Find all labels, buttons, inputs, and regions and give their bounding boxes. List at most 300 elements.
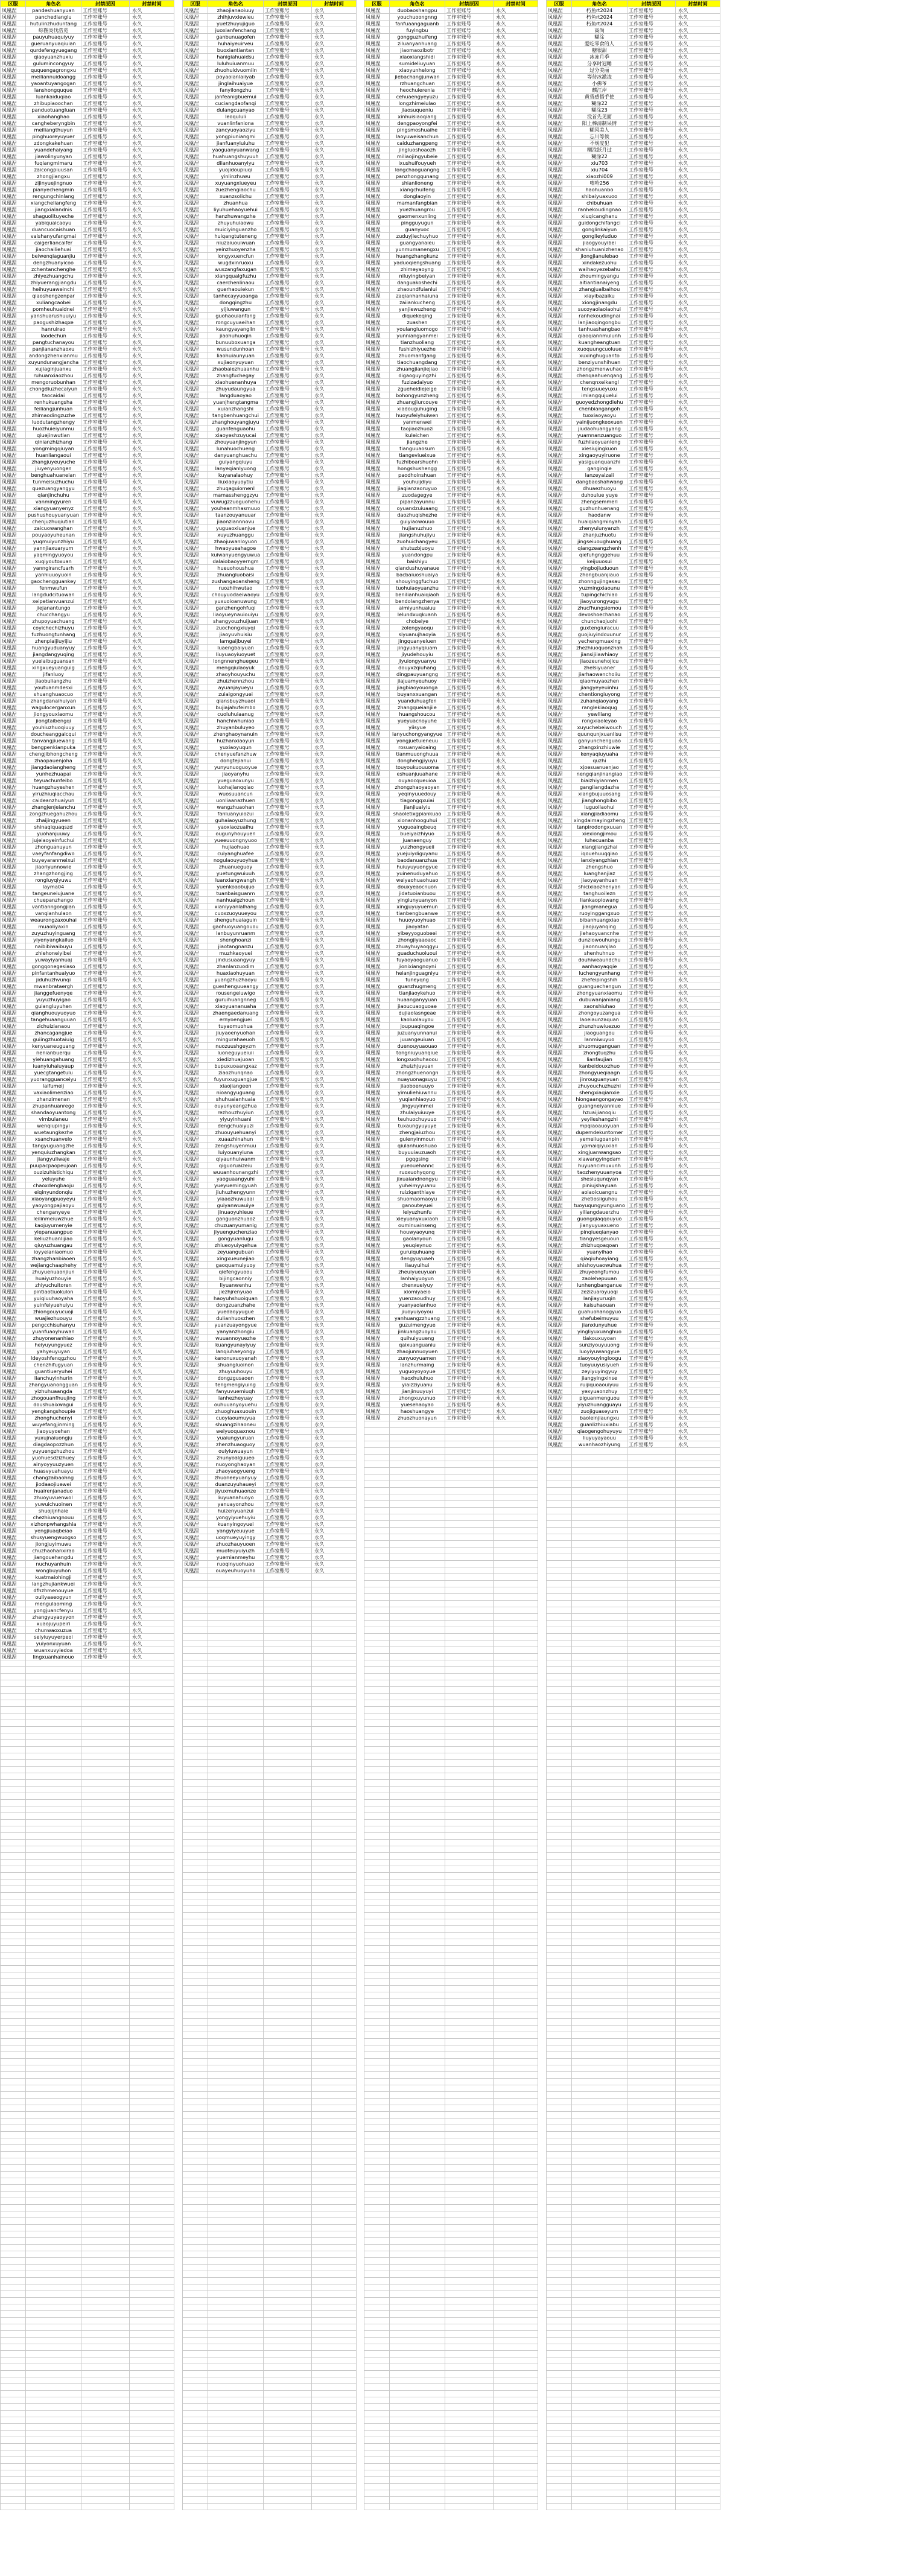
period-cell: 永久 [312,47,357,54]
server-cell [183,2099,208,2105]
reason-cell: 工作室账号 [81,279,130,286]
table-row [1,1733,174,1740]
table-row [1,2145,174,2152]
reason-cell: 工作室账号 [445,113,494,120]
period-cell [312,1986,357,1992]
period-cell: 永久 [312,1096,357,1103]
name-cell [208,2258,264,2265]
table-row [183,1853,357,1860]
reason-cell: 工作室账号 [81,47,130,54]
server-cell: 凤凰涅 [364,850,390,857]
table-row [364,260,538,266]
server-cell [183,2371,208,2377]
server-cell: 凤凰涅 [183,1368,208,1375]
server-cell: 凤凰涅 [1,472,26,479]
server-cell: 凤凰涅 [1,220,26,226]
server-cell [1,1953,26,1959]
reason-cell [264,2271,312,2278]
name-cell: ldeyoshfenqgzhou [26,1355,81,1362]
period-cell [130,2218,174,2225]
table-row [183,1003,357,1010]
table-row [1,1481,174,1488]
period-cell: 永久 [130,1587,174,1594]
name-cell: xuyundunangjancha [26,359,81,366]
table-row [1,253,174,260]
reason-cell: 工作室账号 [264,970,312,977]
name-cell: yueguaoxunyu [208,777,264,784]
server-cell [1,2291,26,2298]
server-cell [183,1926,208,1933]
server-cell: 凤凰涅 [183,738,208,744]
name-cell: kuangyunayiyuy [208,1342,264,1348]
server-cell [1,2225,26,2231]
ban-table-panel-3 [364,0,538,2510]
table-row [183,346,357,352]
period-cell [312,1687,357,1694]
table-row [364,877,538,884]
reason-cell: 工作室账号 [81,797,130,804]
name-cell: meiliangthuyun [26,127,81,133]
table-row [183,538,357,545]
reason-cell: 工作室账号 [264,983,312,990]
reason-cell: 工作室账号 [81,1262,130,1269]
table-row [364,1083,538,1089]
name-cell: zhangyuanongguan [26,1382,81,1388]
server-cell: 凤凰涅 [1,565,26,572]
name-cell: yanshuarushuuiyu [26,313,81,319]
server-cell [1,2099,26,2105]
table-row [1,1528,174,1534]
reason-cell: 工作室账号 [81,392,130,399]
period-cell [312,2504,357,2510]
name-cell: yanmenwei [390,419,445,426]
server-cell: 凤凰涅 [1,1302,26,1309]
table-row [183,1760,357,1767]
name-cell: yuenkoaobujuo [208,884,264,890]
server-cell: 凤凰涅 [1,445,26,452]
server-cell [183,1959,208,1966]
period-cell: 永久 [312,844,357,850]
reason-cell: 工作室账号 [264,1123,312,1129]
name-cell: zhihjuvxiewieu [208,14,264,21]
table-row [183,751,357,757]
table-row [183,412,357,419]
period-cell: 永久 [130,744,174,751]
server-cell: 凤凰涅 [364,877,390,884]
name-cell [26,2245,81,2251]
reason-cell [264,2231,312,2238]
table-row [183,246,357,253]
server-cell [1,1813,26,1820]
name-cell: shinaqiquaqszd [26,824,81,831]
name-cell [208,2417,264,2424]
table-row [1,273,174,279]
table-row [1,1262,174,1269]
table-row [364,1448,538,1455]
server-cell [1,1707,26,1714]
reason-cell: 工作室账号 [81,67,130,74]
name-cell: zhongzhaoyaoyan [390,784,445,791]
server-cell [183,2331,208,2338]
period-cell: 永久 [312,266,357,273]
table-row [364,379,538,386]
reason-cell [81,2138,130,2145]
server-cell: 凤凰涅 [183,618,208,625]
name-cell: shianlioneng [390,180,445,187]
period-cell: 永久 [494,565,538,572]
reason-cell: 工作室账号 [445,499,494,505]
period-cell: 永久 [130,990,174,996]
table-row [183,2291,357,2298]
server-cell: 凤凰涅 [1,213,26,220]
period-cell [494,1448,538,1455]
reason-cell: 工作室账号 [264,1182,312,1189]
table-row [183,140,357,147]
name-cell [26,1800,81,1806]
table-row [1,1972,174,1979]
period-cell: 永久 [130,1348,174,1355]
server-cell: 凤凰涅 [1,313,26,319]
reason-cell: 工作室账号 [264,1441,312,1448]
server-cell: 凤凰涅 [183,910,208,917]
period-cell [312,2132,357,2138]
server-cell: 凤凰涅 [364,651,390,658]
reason-cell: 工作室账号 [81,1050,130,1056]
period-cell: 永久 [312,1149,357,1156]
table-row [183,2138,357,2145]
table-row [183,718,357,724]
reason-cell: 工作室账号 [445,220,494,226]
table-row [364,1089,538,1096]
table-row [183,1196,357,1202]
server-cell: 凤凰涅 [1,724,26,731]
reason-cell: 工作室账号 [81,837,130,844]
name-cell: laifumeij [26,1083,81,1089]
period-cell: 永久 [312,432,357,439]
period-cell [312,1992,357,1999]
server-cell: 凤凰涅 [1,1275,26,1282]
period-cell: 永久 [312,1050,357,1056]
name-cell: zhuizhennzhou [208,678,264,684]
server-cell [1,2085,26,2092]
name-cell [26,2059,81,2065]
server-cell: 凤凰涅 [183,1315,208,1322]
name-cell: touyoukuouuoma [390,764,445,771]
name-cell: yuemianmeyhu [208,1554,264,1561]
reason-cell: 工作室账号 [81,273,130,279]
reason-cell: 工作室账号 [264,352,312,359]
table-row [364,844,538,850]
table-row [183,1627,357,1634]
server-cell: 凤凰涅 [364,784,390,791]
name-cell: xiaohuenanhuya [208,379,264,386]
server-cell: 凤凰涅 [1,910,26,917]
period-cell [312,2417,357,2424]
reason-cell [81,1753,130,1760]
reason-cell: 工作室账号 [445,1010,494,1016]
period-cell: 永久 [312,1342,357,1348]
table-row [1,2271,174,2278]
table-row [1,372,174,379]
reason-cell: 工作室账号 [81,459,130,465]
name-cell: huuoyuoyhuao [390,917,445,923]
period-cell [130,2318,174,2324]
server-cell [1,2198,26,2205]
period-cell: 永久 [312,625,357,631]
table-row [183,691,357,698]
server-cell: 凤凰涅 [1,923,26,930]
reason-cell: 工作室账号 [445,1109,494,1116]
name-cell: jiangouehangdu [26,1554,81,1561]
period-cell [130,2411,174,2417]
period-cell [312,1680,357,1687]
server-cell: 凤凰涅 [364,1116,390,1123]
reason-cell [264,2437,312,2444]
reason-cell: 工作室账号 [81,1481,130,1488]
table-row [1,306,174,313]
server-cell [1,2132,26,2138]
reason-cell [264,2338,312,2344]
reason-cell [264,1614,312,1621]
table-row [183,631,357,638]
name-cell: yanjiewuzheng [390,306,445,313]
server-cell: 凤凰涅 [183,1461,208,1468]
table-row [183,100,357,107]
period-cell [130,1953,174,1959]
server-cell: 凤凰涅 [364,950,390,957]
name-cell [26,2431,81,2437]
period-cell [130,1780,174,1787]
name-cell [26,2490,81,2497]
table-row [1,2225,174,2231]
reason-cell: 工作室账号 [264,837,312,844]
server-cell: 凤凰涅 [364,279,390,286]
period-cell: 永久 [130,359,174,366]
period-cell: 永久 [130,187,174,193]
reason-cell: 工作室账号 [81,1169,130,1176]
server-cell [183,2251,208,2258]
server-cell [1,2079,26,2085]
reason-cell: 工作室账号 [81,1309,130,1315]
server-cell [183,1747,208,1753]
server-cell: 凤凰涅 [1,950,26,957]
server-cell: 凤凰涅 [364,645,390,651]
name-cell [208,2052,264,2059]
period-cell: 永久 [494,1036,538,1043]
name-cell: houwyaoyunq [390,1229,445,1235]
reason-cell: 工作室账号 [264,319,312,326]
table-row [183,2059,357,2065]
name-cell: ruiziqanthiaye [390,1189,445,1196]
table-row [1,651,174,658]
name-cell: vanmingyuren [26,499,81,505]
server-cell: 凤凰涅 [1,1043,26,1050]
table-row [1,2085,174,2092]
table-row [1,1913,174,1919]
reason-cell: 工作室账号 [445,313,494,319]
reason-cell: 工作室账号 [81,399,130,406]
reason-cell: 工作室账号 [264,890,312,897]
name-cell: rezhouzhuyiun [208,1109,264,1116]
table-row [1,1833,174,1840]
table-row [183,1508,357,1514]
name-cell: jiaohuhuoqin [208,333,264,339]
period-cell: 永久 [312,140,357,147]
reason-cell [81,2225,130,2231]
name-cell: dengyuyuaeh [390,1255,445,1262]
reason-cell [445,1475,494,1481]
server-cell: 凤凰涅 [1,1322,26,1328]
table-row [183,1674,357,1680]
name-cell [26,1959,81,1966]
name-cell [26,1840,81,1846]
table-row [183,1089,357,1096]
period-cell: 永久 [130,1441,174,1448]
table-row [1,1634,174,1640]
table-row [364,1050,538,1056]
table-row [1,1860,174,1866]
table-row [364,1494,538,1501]
reason-cell: 工作室账号 [81,1123,130,1129]
table-row [1,1979,174,1986]
name-cell [390,1587,445,1594]
period-cell: 永久 [494,512,538,518]
period-cell: 永久 [130,545,174,552]
server-cell: 凤凰涅 [1,658,26,665]
reason-cell: 工作室账号 [81,1362,130,1368]
table-row [1,452,174,459]
name-cell [390,1435,445,1441]
name-cell: zhangqueianjiie [390,704,445,711]
period-cell: 永久 [494,153,538,160]
table-row [183,1680,357,1687]
server-cell: 凤凰涅 [364,844,390,850]
period-cell: 永久 [494,957,538,963]
period-cell: 永久 [312,1468,357,1475]
server-cell: 凤凰涅 [364,1348,390,1355]
table-row [364,1421,538,1428]
server-cell: 凤凰涅 [1,545,26,552]
server-cell: 凤凰涅 [364,512,390,518]
header-row [183,1,357,7]
period-cell [312,1953,357,1959]
period-cell: 永久 [312,996,357,1003]
reason-cell: 工作室账号 [81,1448,130,1455]
reason-cell: 工作室账号 [81,884,130,890]
name-cell: jiaoboenuuyo [390,1083,445,1089]
period-cell [312,1966,357,1972]
server-cell: 凤凰涅 [183,1382,208,1388]
table-row [183,738,357,744]
name-cell [208,1966,264,1972]
table-row [364,1109,538,1116]
name-cell: guiyanwuauiye [208,1202,264,1209]
reason-cell: 工作室账号 [445,538,494,545]
period-cell: 永久 [312,731,357,738]
name-cell: laodechun [26,333,81,339]
name-cell: tanvangjiuewang [26,738,81,744]
name-cell: zhimaodingzuzhe [26,412,81,419]
period-cell: 永久 [130,406,174,412]
period-cell: 永久 [312,479,357,485]
server-cell: 凤凰涅 [364,930,390,937]
server-cell: 凤凰涅 [364,439,390,445]
server-cell [1,2318,26,2324]
table-row [183,2079,357,2085]
period-cell [312,2225,357,2231]
period-cell: 永久 [312,1441,357,1448]
period-cell: 永久 [494,678,538,684]
server-cell [1,2112,26,2119]
name-cell: lingxuanhainouo [26,1654,81,1660]
table-row [1,691,174,698]
server-cell: 凤凰涅 [183,1076,208,1083]
period-cell: 永久 [494,359,538,366]
reason-cell [445,1448,494,1455]
name-cell [208,2198,264,2205]
server-cell: 凤凰涅 [364,857,390,864]
table-row [364,399,538,406]
name-cell: zunyuoyuamen [390,1355,445,1362]
server-cell [183,2052,208,2059]
name-cell: niuzaiuouiwuan [208,240,264,246]
table-row [1,611,174,618]
reason-cell: 工作室账号 [445,1050,494,1056]
server-cell: 凤凰涅 [1,1295,26,1302]
period-cell: 永久 [494,452,538,459]
server-cell: 凤凰涅 [183,1508,208,1514]
reason-cell [81,1727,130,1733]
server-cell [1,1933,26,1939]
server-cell [1,2125,26,2132]
name-cell: wuajiezhuouyu [26,1315,81,1322]
name-cell: huaxiaohuyuan [208,970,264,977]
reason-cell [264,1793,312,1800]
period-cell: 永久 [312,1309,357,1315]
table-row [364,160,538,167]
name-cell [208,1846,264,1853]
period-cell: 永久 [312,452,357,459]
server-cell [1,1826,26,1833]
reason-cell [81,2012,130,2019]
name-cell: benghuahuaneian [26,472,81,479]
reason-cell: 工作室账号 [445,970,494,977]
reason-cell: 工作室账号 [445,1176,494,1182]
period-cell [312,1793,357,1800]
name-cell: huiuyuyuongyue [390,864,445,870]
period-cell: 永久 [130,1322,174,1328]
period-cell: 永久 [312,160,357,167]
reason-cell: 工作室账号 [264,671,312,678]
server-cell: 凤凰涅 [183,1262,208,1269]
reason-cell: 工作室账号 [445,585,494,591]
name-cell: bujiajahufeimbo [208,704,264,711]
server-cell: 凤凰涅 [364,140,390,147]
table-row [183,811,357,817]
name-cell: yongpiuniangmi [208,133,264,140]
period-cell [130,1946,174,1953]
name-cell [26,1966,81,1972]
period-cell: 永久 [494,34,538,40]
reason-cell: 工作室账号 [81,293,130,299]
server-cell: 凤凰涅 [364,1070,390,1076]
name-cell [26,2291,81,2298]
period-cell: 永久 [312,372,357,379]
reason-cell: 工作室账号 [81,1587,130,1594]
server-cell [183,1853,208,1860]
name-cell: zhuyudaungyua [208,386,264,392]
period-cell: 永久 [312,319,357,326]
